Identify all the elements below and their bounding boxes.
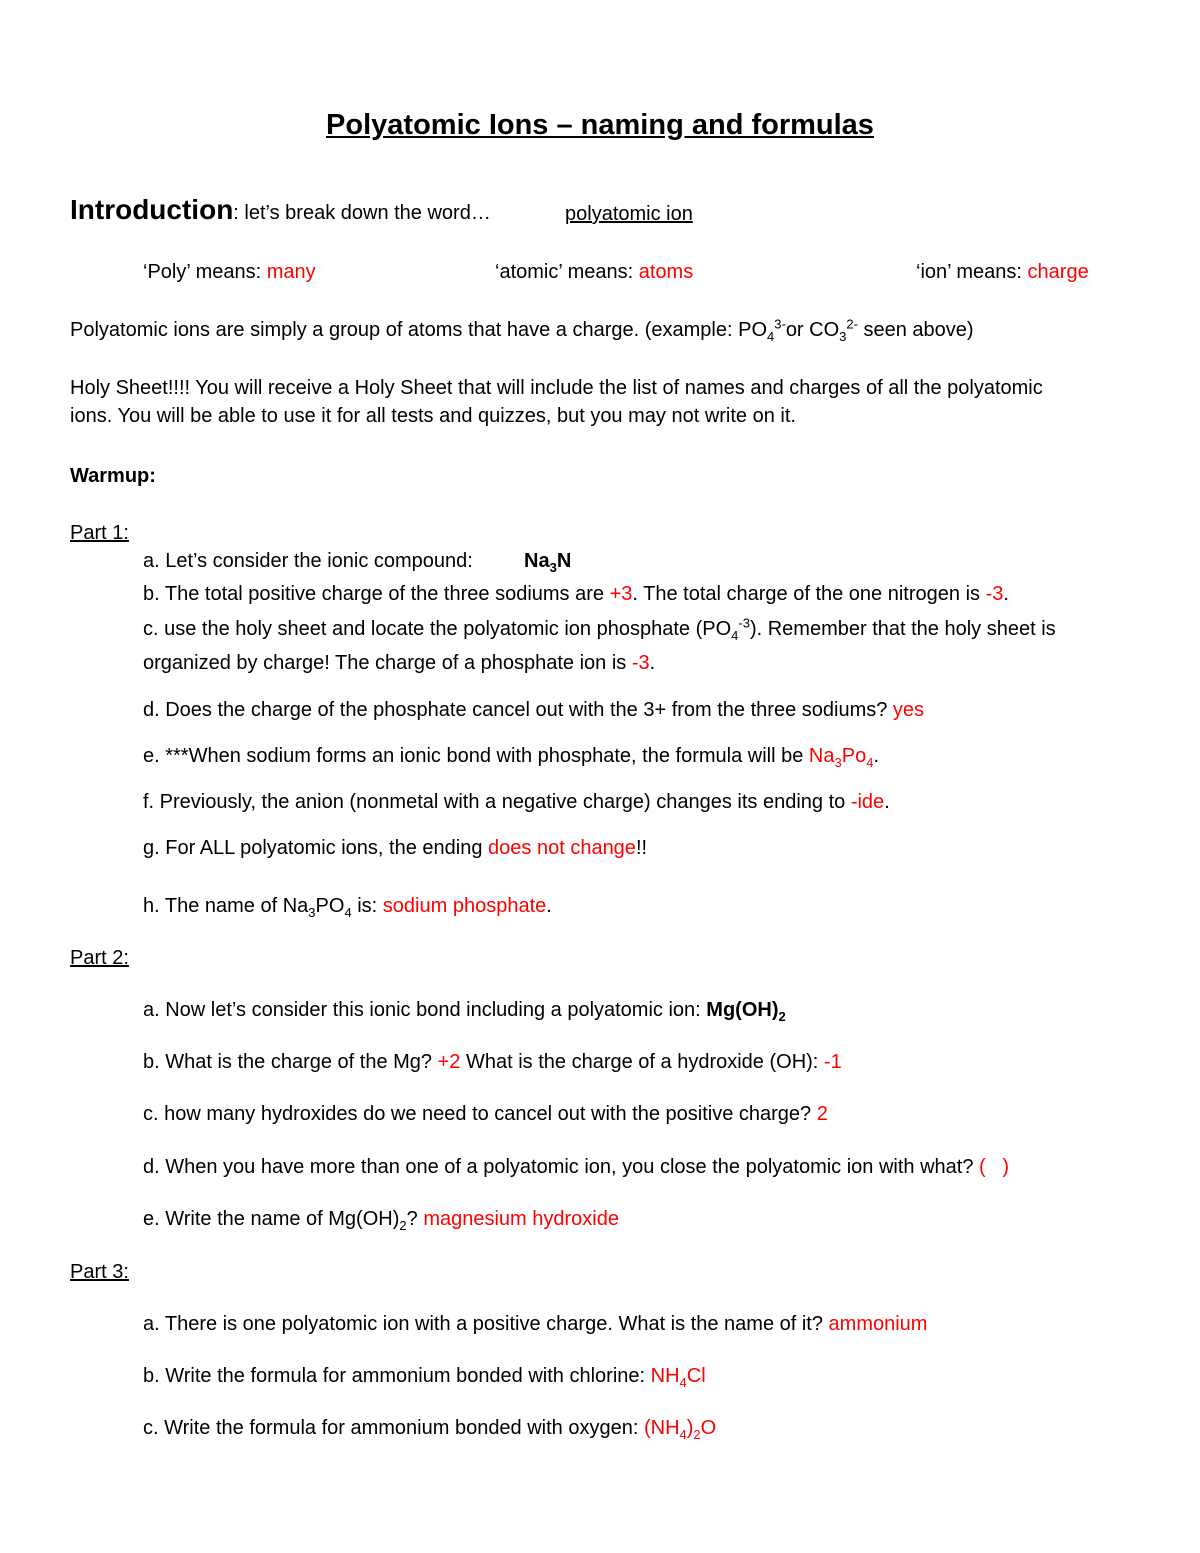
part1-item-a — [143, 549, 473, 573]
part1-d-text: d. Does the charge of the phosphate cancel out with the 3+ from the three sodiums? — [143, 699, 893, 721]
part1-c-text1: c. use the holy sheet and locate the polyatomic ion phosphate (PO — [143, 618, 732, 640]
part2-item-d — [143, 1155, 1009, 1179]
poly-value: many — [266, 261, 316, 283]
part1-c-answer: -3 — [631, 652, 650, 674]
part1-c-end: . — [649, 652, 656, 674]
definition-sup-2minus: 2- — [846, 316, 858, 332]
part1-g-end: !! — [635, 837, 648, 859]
part2-heading: Part 2: — [70, 947, 129, 969]
atomic-value: atoms — [638, 261, 694, 283]
intro-term: polyatomic ion — [565, 203, 693, 225]
part1-item-g — [143, 836, 647, 860]
part1-b-answer1: +3 — [609, 583, 633, 605]
part1-g-answer: does not change — [488, 837, 636, 859]
nh4-sub: 4 — [679, 1427, 687, 1442]
mgoh-sub: 2 — [778, 1009, 786, 1024]
part3-a-text: a. There is one polyatomic ion with a positive charge. What is the name of it? — [143, 1313, 829, 1335]
part2-item-a — [143, 998, 786, 1022]
part1-item-h — [143, 894, 552, 918]
part3-item-c — [143, 1416, 716, 1440]
definition-text-b: or CO — [785, 319, 840, 341]
intro-line — [70, 193, 491, 227]
formula-sub: 3 — [549, 560, 557, 575]
poly-label: ‘Poly’ means: — [143, 261, 267, 283]
nh4-close: ) — [686, 1417, 694, 1439]
oxygen-text: O — [700, 1417, 717, 1439]
part1-h-text3: is: — [351, 895, 383, 917]
definition-text-c: seen above) — [857, 319, 974, 341]
part1-h-end: . — [546, 895, 552, 917]
part3-b-text: b. Write the formula for ammonium bonded with chlorine: — [143, 1365, 651, 1387]
warmup-heading: Warmup: — [70, 465, 156, 487]
part2-item-b — [143, 1050, 842, 1074]
part1-item-b — [143, 582, 1009, 606]
nh4-open: (NH — [643, 1417, 680, 1439]
part1-b-text3: . — [1003, 583, 1009, 605]
part1-c-sub: 4 — [731, 628, 739, 643]
part3-b-answer — [650, 1365, 706, 1390]
part3-heading: Part 3: — [70, 1261, 129, 1283]
part1-item-f — [143, 790, 890, 814]
part2-d-text: d. When you have more than one of a polyatomic ion, you close the polyatomic ion with what? — [143, 1156, 980, 1178]
part3-a-answer: ammonium — [828, 1313, 928, 1335]
part3-c-text: c. Write the formula for ammonium bonded with oxygen: — [143, 1417, 644, 1439]
intro-text: : let’s break down the word… — [233, 202, 491, 224]
ion-label: ‘ion’ means: — [916, 261, 1028, 283]
part1-h-answer: sodium phosphate — [382, 895, 547, 917]
part2-a-formula — [706, 999, 786, 1024]
atomic-meaning — [495, 260, 693, 284]
part2-c-answer: 2 — [816, 1103, 828, 1125]
e-na: Na — [808, 745, 835, 767]
part1-d-answer: yes — [892, 699, 925, 721]
mgoh-formula: Mg(OH) — [706, 999, 779, 1021]
part1-g-text: g. For ALL polyatomic ions, the ending — [143, 837, 489, 859]
part2-b-answer1: +2 — [437, 1051, 461, 1073]
poly-meaning — [143, 260, 316, 284]
part2-d-answer: ( ) — [979, 1156, 1010, 1178]
part2-b-answer2: -1 — [823, 1051, 842, 1073]
nh4-sub2: 2 — [693, 1427, 701, 1442]
part1-heading: Part 1: — [70, 522, 129, 544]
part2-b-text2: What is the charge of a hydroxide (OH): — [460, 1051, 824, 1073]
part1-h-text2: PO — [315, 895, 345, 917]
part2-c-text: c. how many hydroxides do we need to cancel out with the positive charge? — [143, 1103, 817, 1125]
part3-c-answer — [643, 1417, 717, 1442]
e-sub2: 4 — [866, 755, 874, 770]
part1-item-e — [143, 744, 879, 768]
part2-e-sub: 2 — [399, 1218, 407, 1233]
part1-a-text: a. Let’s consider the ionic compound: — [143, 550, 473, 572]
definition-sup-3minus: 3- — [774, 316, 786, 332]
part1-e-end: . — [873, 745, 879, 767]
definition-text-a: Polyatomic ions are simply a group of atoms that have a charge. (example: PO — [70, 319, 768, 341]
part2-e-text1: e. Write the name of Mg(OH) — [143, 1208, 400, 1230]
part1-item-d — [143, 698, 924, 722]
part1-b-text2: . The total charge of the one nitrogen is — [632, 583, 986, 605]
part1-f-end: . — [884, 791, 890, 813]
part1-c-text2: ). Remember that the holy sheet is — [749, 618, 1056, 640]
part1-h-sub2: 4 — [344, 905, 352, 920]
part1-c-line2-text: organized by charge! The charge of a phosphate ion is — [143, 652, 632, 674]
part1-h-text1: h. The name of Na — [143, 895, 309, 917]
holy-sheet-line-2: ions. You will be able to use it for all tests and quizzes, but you may not write on it. — [70, 405, 796, 427]
part1-f-answer: -ide — [850, 791, 885, 813]
holy-sheet-line-1: Holy Sheet!!!! You will receive a Holy Sheet that will include the list of names and charges of all the polyatomic — [70, 377, 1043, 399]
part2-item-e — [143, 1207, 619, 1231]
nh-text: NH — [650, 1365, 680, 1387]
nh-sub: 4 — [679, 1375, 687, 1390]
part1-item-c — [143, 617, 1056, 641]
part1-b-text1: b. The total positive charge of the three sodiums are — [143, 583, 610, 605]
part3-item-b — [143, 1364, 706, 1388]
part2-e-answer: magnesium hydroxide — [423, 1208, 619, 1230]
intro-label: Introduction — [70, 194, 234, 225]
part2-a-text: a. Now let’s consider this ionic bond including a polyatomic ion: — [143, 999, 707, 1021]
part1-e-text: e. ***When sodium forms an ionic bond with phosphate, the formula will be — [143, 745, 809, 767]
part2-item-c — [143, 1102, 828, 1126]
part1-e-answer — [808, 745, 874, 770]
ion-value: charge — [1027, 261, 1089, 283]
formula-n: N — [556, 550, 572, 572]
part1-c-sup: -3 — [738, 615, 750, 631]
definition-sub-3: 3 — [839, 329, 847, 344]
e-sub1: 3 — [834, 755, 842, 770]
cl-text: Cl — [686, 1365, 706, 1387]
definition-line — [70, 318, 974, 342]
definition-sub-4: 4 — [767, 329, 775, 344]
formula-na: Na — [524, 550, 550, 572]
part1-b-answer2: -3 — [985, 583, 1004, 605]
part2-b-text1: b. What is the charge of the Mg? — [143, 1051, 438, 1073]
part2-e-text2: ? — [406, 1208, 424, 1230]
part1-item-c-line2 — [143, 651, 655, 675]
part3-item-a — [143, 1312, 927, 1336]
page-title: Polyatomic Ions – naming and formulas — [326, 109, 874, 141]
part1-h-sub1: 3 — [308, 905, 316, 920]
ion-meaning — [916, 260, 1089, 284]
part1-f-text: f. Previously, the anion (nonmetal with a negative charge) changes its ending to — [143, 791, 851, 813]
part1-a-formula — [524, 549, 571, 573]
atomic-label: ‘atomic’ means: — [495, 261, 639, 283]
e-po: Po — [841, 745, 867, 767]
